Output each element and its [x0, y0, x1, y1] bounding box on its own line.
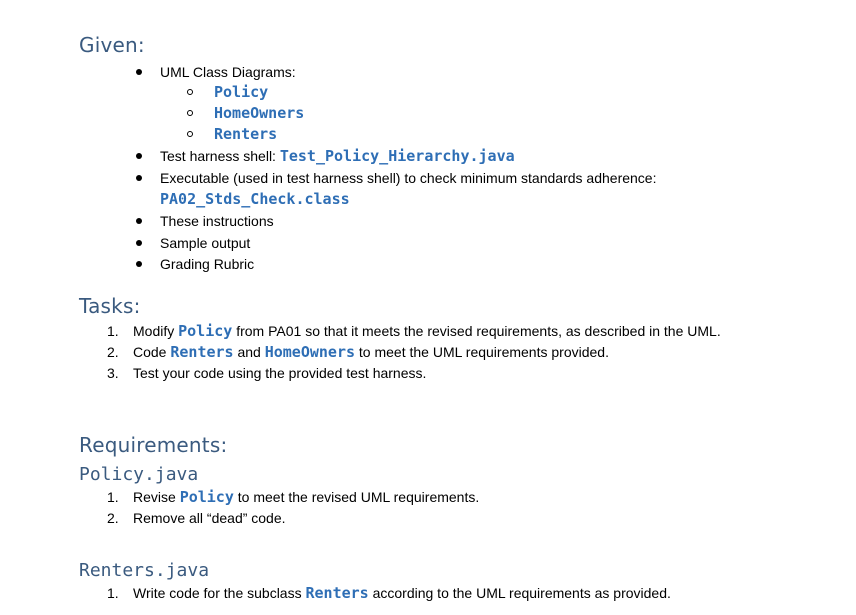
task-2-code-renters: Renters — [170, 343, 234, 361]
bullet-icon — [136, 69, 142, 75]
harness-label: Test harness shell: — [160, 148, 280, 164]
requirement-number: 1. — [107, 489, 119, 505]
given-heading: Given: — [79, 33, 145, 57]
policy-requirement-1-code: Policy — [179, 488, 234, 506]
policy-requirement-1 — [133, 488, 479, 506]
grading-rubric-item: Grading Rubric — [160, 256, 255, 272]
sample-output-item: Sample output — [160, 235, 251, 251]
task-2-text: Code — [133, 344, 171, 360]
task-1-text-end: from PA01 so that it meets the revised requirements, as described in the UML. — [232, 323, 721, 339]
bullet-icon — [136, 218, 142, 224]
renters-requirement-1-code: Renters — [305, 584, 369, 602]
uml-label: UML Class Diagrams: — [160, 64, 296, 80]
task-1-code: Policy — [178, 322, 233, 340]
policy-requirement-1-text-end: to meet the revised UML requirements. — [233, 489, 480, 505]
task-1 — [133, 322, 721, 340]
bullet-icon — [136, 175, 142, 181]
task-2-text-mid: and — [233, 344, 265, 360]
renters-requirement-1-text-end: according to the UML requirements as provided. — [368, 585, 671, 601]
renters-requirement-1-text: Write code for the subclass — [133, 585, 306, 601]
executable-label: Executable (used in test harness shell) to check minimum standards adherence: — [160, 170, 657, 186]
uml-item-renters: Renters — [214, 125, 278, 143]
renters-java-heading: Renters.java — [79, 560, 210, 581]
bullet-icon — [136, 153, 142, 159]
hollow-bullet-icon — [187, 110, 193, 116]
requirement-number: 2. — [107, 510, 119, 526]
policy-requirement-1-text: Revise — [133, 489, 180, 505]
task-1-text: Modify — [133, 323, 179, 339]
task-number: 1. — [107, 323, 119, 339]
hollow-bullet-icon — [187, 89, 193, 95]
tasks-heading: Tasks: — [79, 294, 141, 318]
task-2-code-homeowners: HomeOwners — [264, 343, 356, 361]
requirement-number: 1. — [107, 585, 119, 601]
policy-java-heading: Policy.java — [79, 464, 199, 485]
uml-item-homeowners: HomeOwners — [214, 104, 305, 122]
executable-file: PA02_Stds_Check.class — [160, 190, 350, 208]
harness-line — [160, 147, 515, 165]
bullet-icon — [136, 261, 142, 267]
bullet-icon — [136, 240, 142, 246]
harness-file: Test_Policy_Hierarchy.java — [279, 147, 515, 165]
hollow-bullet-icon — [187, 131, 193, 137]
task-3: Test your code using the provided test harness. — [133, 365, 427, 381]
task-2-text-end: to meet the UML requirements provided. — [355, 344, 609, 360]
task-number: 2. — [107, 344, 119, 360]
policy-requirement-2: Remove all “dead” code. — [133, 510, 286, 526]
instructions-item: These instructions — [160, 213, 274, 229]
task-number: 3. — [107, 365, 119, 381]
task-2 — [133, 343, 609, 361]
uml-item-policy: Policy — [214, 83, 269, 101]
renters-requirement-1 — [133, 584, 671, 602]
requirements-heading: Requirements: — [79, 433, 228, 457]
